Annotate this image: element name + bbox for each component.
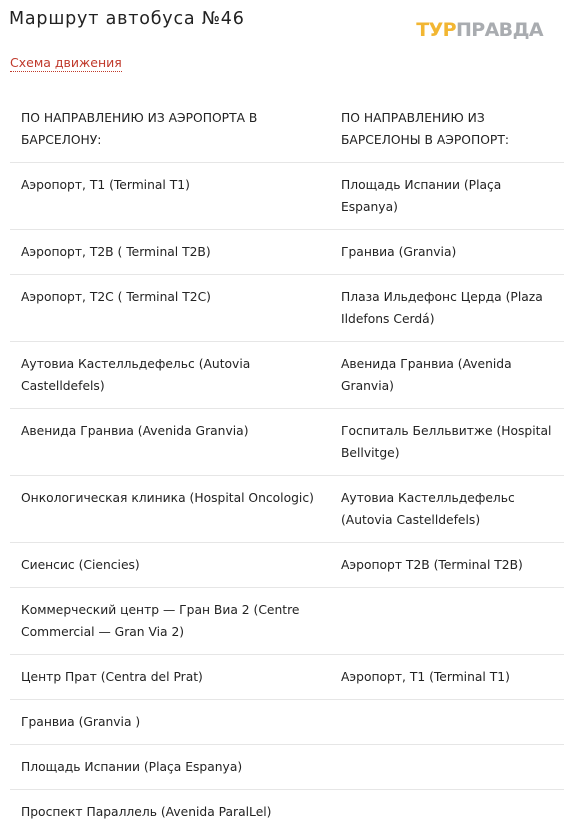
route-table [10,100,564,834]
stop-to-airport: Аутовиа Кастелльдефельс (Autovia Castelldefels) [330,476,564,543]
stop-to-airport: Гранвиа (Granvia) [330,230,564,275]
page-title: Маршрут автобуса №46 [9,8,245,30]
site-logo[interactable] [416,19,543,41]
stop-to-airport [330,700,564,745]
stop-to-airport [330,588,564,655]
logo-part-1: ТУР [416,19,456,41]
stop-from-airport: Аэропорт, Т2С ( Terminal T2C) [10,275,330,342]
table-row [10,476,564,543]
route-table-body [10,163,564,834]
stop-to-airport: Аэропорт, Т1 (Terminal T1) [330,655,564,700]
stop-to-airport: Аэропорт Т2В (Terminal T2B) [330,543,564,588]
table-row [10,342,564,409]
table-row [10,163,564,230]
table-row [10,655,564,700]
table-row [10,790,564,834]
table-header-row [10,100,564,163]
table-row [10,230,564,275]
stop-to-airport [330,745,564,790]
stop-from-airport: Аэропорт, Т2В ( Terminal T2B) [10,230,330,275]
stop-from-airport: Авенида Гранвиа (Avenida Granvia) [10,409,330,476]
stop-from-airport: Центр Прат (Centra del Prat) [10,655,330,700]
table-row [10,275,564,342]
stop-from-airport: Площадь Испании (Plaça Espanya) [10,745,330,790]
stop-to-airport: Авенида Гранвиа (Avenida Granvia) [330,342,564,409]
stop-from-airport: Аутовиа Кастелльдефельс (Autovia Castelldefels) [10,342,330,409]
table-row [10,543,564,588]
table-row [10,700,564,745]
table-row [10,745,564,790]
stop-to-airport: Плаза Ильдефонс Церда (Plaza Ildefons Cerdá) [330,275,564,342]
stop-from-airport: Сиенсис (Ciencies) [10,543,330,588]
stop-to-airport [330,790,564,834]
header-to-airport: ПО НАПРАВЛЕНИЮ ИЗ БАРСЕЛОНЫ В АЭРОПОРТ: [330,100,564,163]
header-from-airport: ПО НАПРАВЛЕНИЮ ИЗ АЭРОПОРТА В БАРСЕЛОНУ: [10,100,330,163]
stop-from-airport: Онкологическая клиника (Hospital Oncologic) [10,476,330,543]
table-row [10,588,564,655]
logo-part-2: ПРАВДА [456,19,543,41]
stop-from-airport: Гранвиа (Granvia ) [10,700,330,745]
route-scheme-link[interactable]: Схема движения [10,55,122,72]
stop-from-airport: Коммерческий центр — Гран Виа 2 (Centre Commercial — Gran Via 2) [10,588,330,655]
stop-to-airport: Госпиталь Белльвитже (Hospital Bellvitge) [330,409,564,476]
page-header [9,8,557,44]
stop-from-airport: Аэропорт, Т1 (Terminal T1) [10,163,330,230]
table-row [10,409,564,476]
route-table-head [10,100,564,163]
stop-to-airport: Площадь Испании (Plaça Espanya) [330,163,564,230]
stop-from-airport: Проспект Параллель (Avenida ParalLel) [10,790,330,834]
